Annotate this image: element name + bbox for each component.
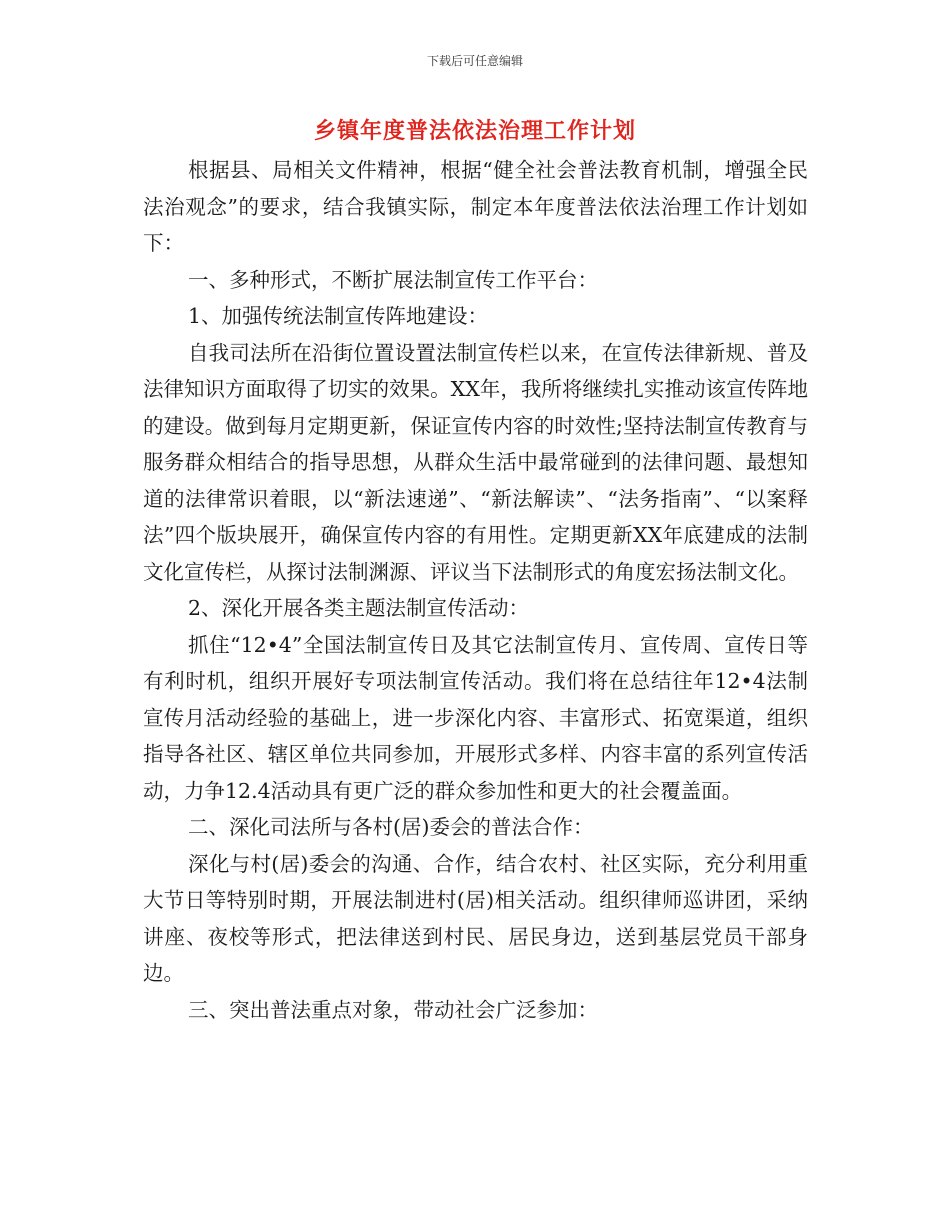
header-note: 下载后可任意编辑 <box>426 54 523 68</box>
paragraph-village-cooperation: 深化与村(居)委会的沟通、合作，结合农村、社区实际，充分利用重大节日等特别时期，开展法制进村(居)相关活动。组织律师巡讲团，采纳讲座、夜校等形式，把法律送到村民、居民身边，送到基层党员干部身边。 <box>143 851 808 985</box>
document-title: 乡镇年度普法依法治理工作计划 <box>313 118 636 144</box>
paragraph-publicity-board: 自我司法所在沿街位置设置法制宣传栏以来，在宣传法律新规、普及法律知识方面取得了切实的效果。XX年，我所将继续扎实推动该宣传阵地的建设。做到每月定期更新，保证宣传内容的时效性;坚持法制宣传教育与服务群众相结合的指导思想，从群众生活中最常碰到的法律问题、最想知道的法律常识着眼，以“新法速递”、“新法解读”、“法务指南”、“以案释法”四个版块展开，确保宣传内容的有用性。定期更新XX年底建成的法制文化宣传栏，从探讨法制渊源、评议当下法制形式的角度宏扬法制文化。 <box>143 340 808 584</box>
paragraph-intro: 根据县、局相关文件精神，根据“健全社会普法教育机制，增强全民法治观念”的要求，结合我镇实际，制定本年度普法依法治理工作计划如下： <box>143 158 808 255</box>
paragraph-themed-activities: 抓住“12•4”全国法制宣传日及其它法制宣传月、宣传周、宣传日等有利时机，组织开展好专项法制宣传活动。我们将在总结往年12•4法制宣传月活动经验的基础上，进一步深化内容、丰富形式、拓宽渠道，组织指导各社区、辖区单位共同参加，开展形式多样、内容丰富的系列宣传活动，力争12.4活动具有更广泛的群众参加性和更大的社会覆盖面。 <box>143 632 808 803</box>
document-body <box>143 152 808 1028</box>
subsection-heading-2: 2、深化开展各类主题法制宣传活动： <box>188 596 530 620</box>
section-heading-1: 一、多种形式，不断扩展法制宣传工作平台： <box>188 267 598 292</box>
subsection-heading-1: 1、加强传统法制宣传阵地建设： <box>188 304 489 328</box>
section-heading-3: 三、突出普法重点对象，带动社会广泛参加： <box>188 997 598 1022</box>
section-heading-2: 二、深化司法所与各村(居)委会的普法合作： <box>188 815 594 839</box>
